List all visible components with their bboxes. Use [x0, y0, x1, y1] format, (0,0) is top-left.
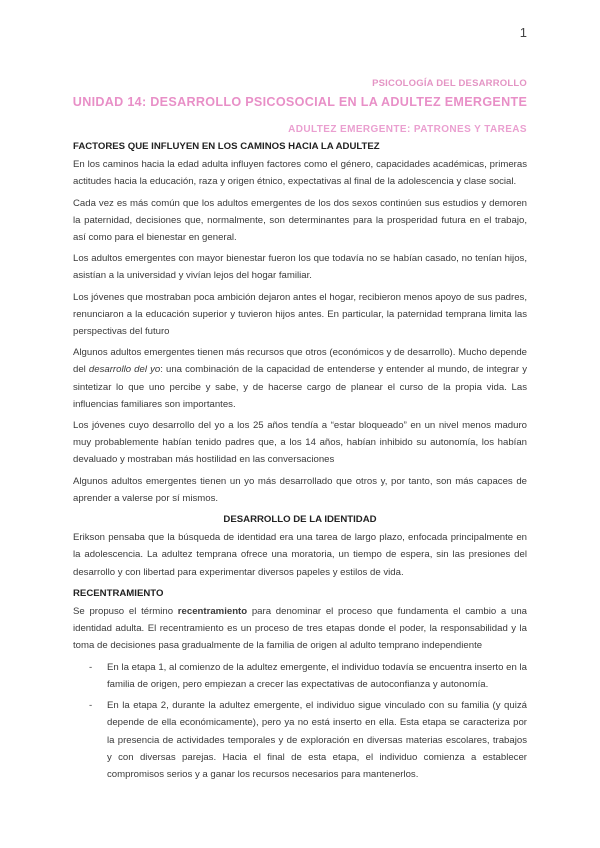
- rec-text-a: Se propuso el término: [73, 606, 178, 618]
- section-title: ADULTEZ EMERGENTE: PATRONES Y TAREAS: [288, 124, 527, 135]
- page-number: 1: [519, 25, 527, 40]
- document-body: [73, 138, 527, 787]
- factores-paragraph-7: Algunos adultos emergentes tienen un yo más desarrollado que otros y, por tanto, son más capaces de aprender a valerse por sí mismos.: [73, 475, 527, 504]
- etapas-list: [73, 659, 527, 783]
- factores-paragraph-6: Los jóvenes cuyo desarrollo del yo a los 25 años tendía a “estar bloqueado” en un nivel menos maduro muy probablemente habían tenido padres que, a los 14 años, habían inhibido su autonomía, los habían devaluado y mostraban más hostilidad en las conversaciones: [73, 420, 527, 466]
- p5-text-a: Algunos adultos emergentes tienen más recursos que otros (económicos y de desarrollo). Mucho depende del: [73, 347, 527, 376]
- factores-paragraph-1: En los caminos hacia la edad adulta influyen factores como el género, capacidades académicas, primeras actitudes hacia la educación, raza y origen étnico, expectativas al final de la adolescencia y clase social.: [73, 159, 527, 188]
- factores-paragraph-4: Los jóvenes que mostraban poca ambición dejaron antes el hogar, recibieron menos apoyo de sus padres, renunciaron a la educación superior y tuvieron hijos antes. En particular, la paternidad temprana limita las perspectivas del futuro: [73, 291, 527, 338]
- rec-strong: recentramiento: [177, 606, 248, 618]
- list-item: [73, 697, 527, 783]
- factores-paragraph-5: [73, 344, 527, 413]
- list-item-text: En la etapa 2, durante la adultez emergente, el individuo sigue vinculado con su familia (y quizá depende de ella económicamente), pero ya no está inserto en ella. Esta etapa se caracteriza por la presencia de actividades temporales y de exploración en diversas materias escolares, trabajos y con diversas parejas. Hacia el final de esta etapa, el individuo comienza a establecer compromisos serios y a ganar los recursos necesarios para mantenerlos.: [107, 700, 527, 780]
- list-dash: -: [89, 700, 93, 712]
- identidad-paragraph-1: Erikson pensaba que la búsqueda de identidad era una tarea de largo plazo, enfocada principalmente en la adolescencia. La adultez temprana ofrece una moratoria, un tiempo de espera, sin las presiones del desarrollo y con libertad para experimentar diversos papeles y estilos de vida.: [73, 532, 527, 578]
- factores-heading: FACTORES QUE INFLUYEN EN LOS CAMINOS HACIA LA ADULTEZ: [73, 141, 380, 152]
- subject-header: PSICOLOGÍA DEL DESARROLLO: [372, 78, 527, 89]
- factores-paragraph-3: Los adultos emergentes con mayor bienestar fueron los que todavía no se habían casado, no tenían hijos, asistían a la universidad y vivían lejos del hogar familiar.: [73, 253, 527, 282]
- recentramiento-paragraph-1: [73, 603, 527, 655]
- rec-text-b: para denominar el proceso que fundamenta el cambio a una identidad adulta. El recentramiento es un proceso de tres etapas donde el poder, la responsabilidad y la toma de decisiones pasa gradualmente de la familia de origen al adulto temprano independiente: [73, 606, 527, 652]
- list-dash: -: [89, 661, 93, 673]
- unit-title: UNIDAD 14: DESARROLLO PSICOSOCIAL EN LA ADULTEZ EMERGENTE: [72, 95, 528, 109]
- p5-emphasis: desarrollo del yo: [88, 364, 161, 376]
- recentramiento-heading: RECENTRAMIENTO: [73, 587, 164, 599]
- identidad-heading: DESARROLLO DE LA IDENTIDAD: [223, 514, 377, 526]
- factores-paragraph-2: Cada vez es más común que los adultos emergentes de los dos sexos continúen sus estudios y demoren la paternidad, decisiones que, normalmente, son determinantes para la prosperidad futura en el trabajo, así como para el bienestar en general.: [73, 197, 527, 244]
- list-item-text: En la etapa 1, al comienzo de la adultez emergente, el individuo todavía se encuentra inserto en la familia de origen, pero empiezan a crecer las expectativas de autoconfianza y autonomía.: [107, 661, 527, 690]
- list-item: [73, 659, 527, 693]
- p5-text-b: : una combinación de la capacidad de entenderse y entender al mundo, de integrar y sintetizar lo que uno percibe y sabe, y de hacerse cargo de planear el curso de la propia vida. Las influencias familiares son importantes.: [73, 364, 527, 410]
